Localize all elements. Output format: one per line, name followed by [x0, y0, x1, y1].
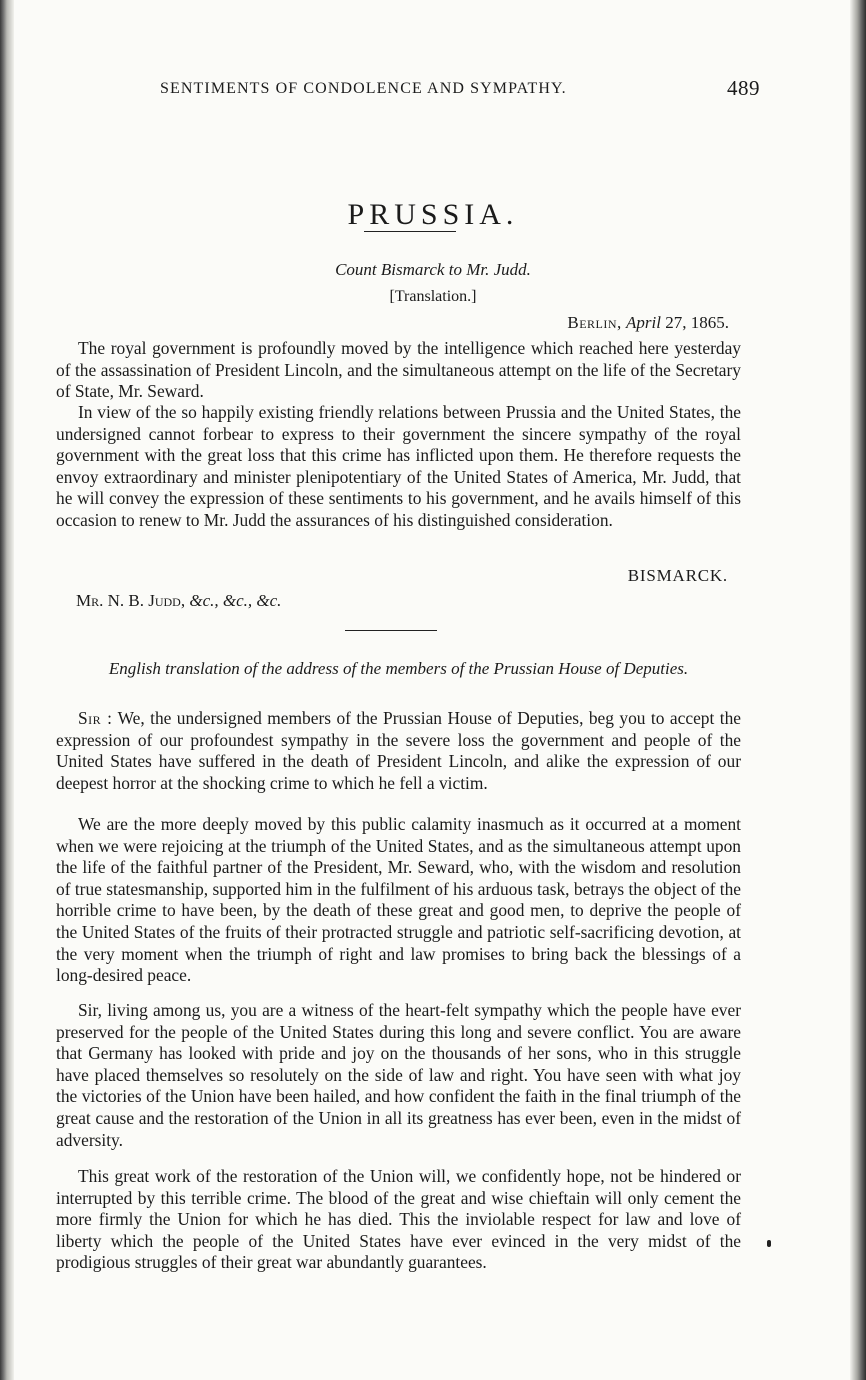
address-paragraph [56, 708, 741, 794]
running-title: SENTIMENTS OF CONDOLENCE AND SYMPATHY. [160, 80, 567, 97]
running-head [160, 76, 760, 102]
section-title: PRUSSIA. [347, 198, 519, 232]
signature: BISMARCK. [627, 566, 728, 585]
divider-rule [345, 630, 437, 631]
salutation: Sir : [78, 708, 113, 728]
letter-heading: Count Bismarck to Mr. Judd. [335, 260, 531, 279]
letter-paragraph: The royal government is profoundly moved by the intelligence which reached here yesterday of the assassination of President Lincoln, and the simultaneous attempt on the life of the Secretary of State, Mr. Seward. [56, 338, 741, 402]
address-paragraph-text: We, the undersigned members of the Prussian House of Deputies, beg you to accept the expression of our profoundest sympathy in the severe loss the government and people of the United States have suffered in the death of President Lincoln, and alike the expression of our deepest horror at the shocking crime to which he fell a victim. [56, 708, 741, 793]
section-rule [364, 231, 456, 232]
ink-speck [767, 1240, 771, 1247]
address-paragraph: This great work of the restoration of the Union will, we confidently hope, not be hindered or interrupted by this terrible crime. The blood of the great and wise chieftain will only cement the more firmly the Union for which he has died. This the inviolable respect for law and love of liberty which the people of the United States have ever evinced in the very midst of the prodigious struggles of their great war abundantly guarantees. [56, 1166, 741, 1273]
address-paragraph: We are the more deeply moved by this public calamity inasmuch as it occurred at a moment when we were rejoicing at the triumph of the United States, and as the simultaneous attempt upon the life of the faithful partner of the President, Mr. Seward, who, with the wisdom and resolution of true statesmanship, supported him in the fulfilment of his arduous task, betrays the object of the horrible crime to have been, by the death of these great and good men, to deprive the people of the United States of the fruits of their protracted struggle and patriotic self-sacrificing devotion, at the very moment when the triumph of right and law promises to bring back the blessings of a long-desired peace. [56, 814, 741, 986]
address-heading: English translation of the address of the members of the Prussian House of Deputies. [108, 659, 689, 678]
addressee-name: Mr. N. B. Judd, [76, 591, 186, 610]
addressee [76, 591, 281, 611]
letter-paragraph: In view of the so happily existing friendly relations between Prussia and the United States, the undersigned cannot forbear to express to their government the sincere sympathy of the royal government with the great loss that this crime has inflicted upon them. He therefore requests the envoy extraordinary and minister plenipotentiary of the United States of America, Mr. Judd, that he will convey the expression of these sentiments to his government, and he avails himself of this occasion to renew to Mr. Judd the assurances of his distinguished consideration. [56, 402, 741, 530]
page-number: 489 [727, 76, 760, 100]
dateline-city: Berlin, [567, 313, 622, 332]
translation-note: [Translation.] [389, 288, 477, 305]
dateline-month: April [626, 313, 661, 332]
addressee-etc: &c., &c., &c. [189, 591, 282, 610]
dateline [567, 313, 729, 333]
address-paragraph: Sir, living among us, you are a witness of the heart-felt sympathy which the people have ever preserved for the people of the United States during this long and severe conflict. You are aware that Germany has looked with pride and joy on the thousands of her sons, who in this struggle have placed themselves so resolutely on the side of law and right. You have seen with what joy the victories of the Union have been hailed, and how confident the faith in the final triumph of the great cause and the restoration of the Union in all its greatness has ever been, even in the midst of adversity. [56, 1000, 741, 1150]
dateline-day-year: 27, 1865. [665, 313, 729, 332]
